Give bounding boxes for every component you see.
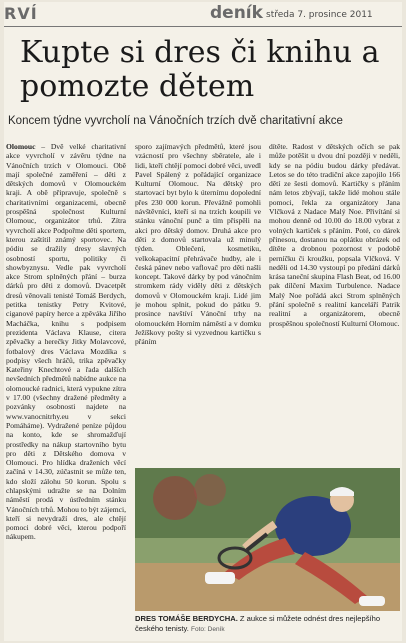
article-column-3 — [269, 142, 400, 464]
newspaper-brand: deník — [210, 3, 263, 23]
header-rule — [4, 26, 402, 27]
page-header — [4, 2, 402, 28]
newspaper-page — [4, 2, 402, 641]
photo-credit: Foto: Deník — [191, 625, 225, 633]
column-1-text: – Dvě velké charitativní akce vyvrcholí v závěru týdne na Vánočních trzích v Olomouci. Obě mají společné zaměření – děti z dětských domovů v Olomouckém kraji. A obě připravuje, společně s charitativními organizacemi, obecně prospěšná společnost Kulturní Olomouc, organizátor trhů. Zítra vyvrcholí akce Podpořme děti sportem, kterou zaštítil známý sportovec. Na pódiu se dražily dresy slavných osobností sportu, politiky či showbyznysu. Vedle pak vyvrcholí akce Strom splněných přání – burza dárků pro děti z domovů. Dvacetpět dresů věnovali tenisté Tomáš Berdych, petitka tenistky Petry Kvitové, ciganové papíry herce a zpěváka Jiřího Macháčka, knihu s podpisem prezidenta Václava Klause, citera zpěvačky a herečky Jitky Molavcové, fotbalový dres Václava Mozdíka s podpisy všech hráčů, trika zpěvačky Kateřiny Knechtové a řada dalších nevšedních předmětů nabídne aukce na olomoucké radnici, která vypukne zítra v 17.00 (všechny dražené předměty a pozvánky osobnosti najdete na www.vanocnitrhy.eu v sekci Pomáháme). Vydražené peníze půjdou na konto, kde se shromažďují prostředky na nákup startovního bytu pro děti z Dětského domova v Olomouci. Pro hlídka draženích věcí začíná v 14.30, zúčastnit se může ten, kdo složí zálohu 50 korun. Spolu s chlapskými udražte se na Dolním náměstí prodá v ústředním stánku Vánočních trhů. Mohou to být zájemci, kteří si nevydraží dres, ale chtějí pomoci dobré věci, kterou podpoří nákupem. — [6, 142, 126, 542]
article-column-2 — [135, 142, 261, 464]
article-column-1 — [6, 142, 126, 635]
article-headline: Kupte si dres či knihu a pomozte dětem — [20, 35, 380, 104]
tennis-player-photo — [135, 468, 400, 611]
column-3-text: dítěte. Radost v dětských očích se pak může potěšit u dvou dní později v neděli, kdy se na pódiu budou dárky předávat. Letos se do této tradiční akce zapojilo 166 dětí ze šesti domovů. Kartičky s přáním nám letos zbývají, takže lidé mohou stále pomoci, řekla za organizátory Jana Vlčková z Nadace Malý Noe. Přivítání si mohou denně od 10.00 do 18.00 vybrat z volných kartiček s přáním. Poté, co dárek přinesou, dostanou na oplátku obrázek od dítěte a drobnou pozornost v podobě perníčku či kroužku, popsala Vlčková. V neděli od 14.30 vystoupí po předání dárků krása taneční skupina Flash Beat, od 16.00 pak dílčení Maxim Turbulence. Nadace Malý Noe pořádá akci Strom splněných přání společně s realitní kanceláří Patrik realitní a organizátorem, obecně prospěšnou společností Kulturní Olomouc. — [269, 142, 400, 328]
caption-text: Z aukce si můžete odnést dres nejlepšího českého tenisty. — [135, 614, 381, 633]
photo-caption — [135, 614, 400, 634]
dateline-city: Olomouc — [6, 142, 36, 151]
photo-illustration — [135, 468, 400, 611]
article-subheadline: Koncem týdne vyvrcholí na Vánočních trzích dvě charitativní akce — [8, 115, 343, 127]
section-kicker: RVÍ — [4, 4, 38, 23]
issue-date: středa 7. prosince 2011 — [266, 10, 373, 20]
caption-lead: DRES TOMÁŠE BERDYCHA. — [135, 614, 238, 623]
column-2-text: sporo zajímavých předmětů, které jsou vzácností pro všechny sběratele, ale i lidi, kteří chtějí pomoci dobré věci, uvedl Pavel Spálený z pořádající organizace Kulturní Olomouc. Na dětský pro startovací byt bylo k úternímu dopolední přes 230 000 korun. Převážně pomohli návštěvníci, kteří si na trzích koupili ve stánku vánoční punč a tím přispěli na akci pro dětský domov. Druhá akce pro děti z domovů startovala už minulý týden. Oblečení, kosmetiku, velkokapacitní přehrávače hudby, ale i česká pánev nebo vaflovač pro děti našli koncept. Takové dárky by pod vánočním stromkem rády viděly děti z dětských domovů v Olomouckém kraji. Lidé jim je mohou splnit, pokud do pátku 9. prosince navštíví Vánoční trhy na olomouckém Horním náměstí a v domku Ježíškovy pošty si vyzvednou kartičku s přáním — [135, 142, 261, 347]
